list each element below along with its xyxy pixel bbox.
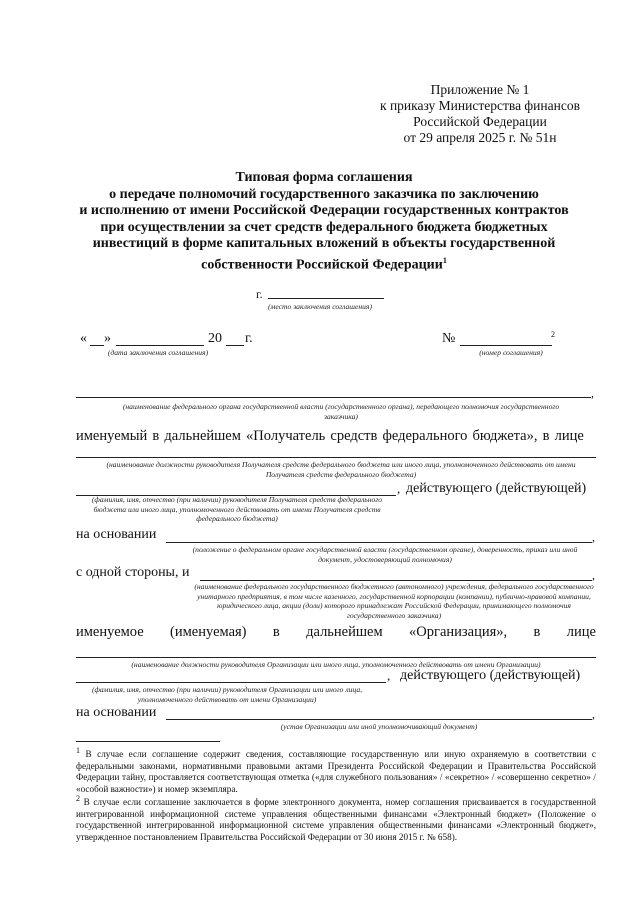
party2-named-word-3: в [272,624,280,640]
party2-named-word-2: (именуемая) [170,624,247,640]
party1-basis-comma: , [592,530,595,544]
party1-named-as: именуемый в дальнейшем «Получатель средств федерального бюджета», в лице [76,428,584,444]
date-caption: (дата заключения соглашения) [107,348,209,357]
party2-named-as [76,624,596,641]
footnote-1-text: В случае если соглашение содержит сведения, составляющие государственную или иную охраняемую в соответствии с федеральными законами, нормативными правовыми актами Президента Российской Федерации и Правительства Российской Федерации тайну, проставляется соответствующая отметка («для служебного пользования» / «секретно» / «совершенно секретно» / «особой важности») и номер экземпляра. [76,749,597,794]
party2-named-word-4: дальнейшем [306,624,383,640]
party2-org-field[interactable] [200,580,592,581]
party2-fio-field[interactable] [76,682,386,683]
party2-basis-label: на основании [76,705,157,720]
party2-position-field[interactable] [76,657,596,658]
party2-named-word-1: именуемое [76,624,144,640]
party1-basis-caption: (положение о федеральном органе государственной власти (государственном органе), доверенность, приказ или иной документ, удостоверяющий полномочия) [192,545,578,564]
party2-named-word-6: в [533,624,541,640]
party2-basis-field[interactable] [166,719,592,720]
footnote-1-mark: 1 [76,746,80,755]
party2-org-comma: , [592,568,595,582]
form-title [40,170,608,274]
party2-fio-caption: (фамилия, имя, отчество (при наличии) руководителя Организации или иного лица, уполномоченного действовать от имени Организации) [91,685,363,704]
title-line-6-text: собственности Российской Федерации [201,257,443,273]
title-line-6 [40,253,608,274]
date-day-field[interactable] [90,345,104,346]
party2-fio-comma: , [387,668,391,683]
party1-position-field[interactable] [76,457,596,458]
appendix-line-2: к приказу Министерства финансов [380,98,580,113]
party1-basis-field[interactable] [166,542,592,543]
party2-org-caption: (наименование федерального государственного бюджетного (автономного) учреждения, федерального государственного унитарного предприятия, в том числе казенного, государственной корпорации (компании), публично-правовой компании, юридического лица, акции (доли) которого принадлежат Российской Федерации, принимающего полномочия государственного заказчика) [194,582,594,620]
party2-basis-comma: , [592,707,595,721]
footnote-separator [76,741,220,742]
party1-name-caption: (наименование федерального органа государственной власти (государственного органа), передающего полномочия государственного заказчика) [122,402,560,421]
party2-basis-caption: (устав Организации или иной уполномочивающий документ) [280,722,478,731]
place-caption: (место заключения соглашения) [268,302,372,311]
footnote-2-mark: 2 [76,794,80,803]
footnote-1 [76,745,596,795]
date-year-suffix: г. [245,331,253,346]
date-year-field[interactable] [226,345,244,346]
title-line-3: и исполнению от имени Российской Федерации государственных контрактов [79,203,569,218]
party2-position-caption: (наименование должности руководителя Организации или иного лица, уполномоченного действовать от имени Организации) [131,660,541,669]
title-line-4: при осуществлении за счет средств федерального бюджета бюджетных [100,219,548,235]
party2-one-side: с одной стороны, и [76,565,190,580]
date-close-quote: » [104,331,111,346]
number-label: № [442,331,456,346]
date-year-prefix: 20 [208,331,222,346]
party1-name-comma: , [591,386,594,400]
party1-position-caption: (наименование должности руководителя Получателя средств федерального бюджета или иного лица, уполномоченного действовать от имени Получателя средств федерального бюджета) [106,460,576,479]
title-line-1: Типовая форма соглашения [235,170,413,185]
party1-fio-caption: (фамилия, имя, отчество (при наличии) руководителя Получателя средств федерального бюджета или иного лица, уполномоченного действовать от имени Получателя средств федерального бюджета) [91,495,383,523]
party1-name-field[interactable] [76,397,591,398]
appendix-line-1: Приложение № 1 [430,82,530,97]
number-caption: (номер соглашения) [479,348,543,357]
party2-acting: действующего (действующей) [400,668,581,683]
title-line-5: инвестиций в форме капитальных вложений в объекты государственной [92,236,556,251]
place-prefix: г. [256,287,263,301]
party1-basis-label: на основании [76,527,157,542]
number-field[interactable] [460,345,552,346]
appendix-header [366,82,594,146]
party2-named-word-5: «Организация», [409,624,508,640]
title-line-2: о передаче полномочий государственного заказчика по заключению [109,186,539,202]
party1-fio-comma: , [397,481,401,496]
date-open-quote: « [80,331,87,346]
number-footnote-mark: 2 [551,330,555,339]
appendix-line-4: от 29 апреля 2025 г. № 51н [403,130,557,145]
party2-named-word-7: лице [566,624,596,640]
party1-acting: действующего (действующей) [406,481,587,496]
appendix-line-3: Российской Федерации [413,114,547,129]
footnote-2-text: В случае если соглашение заключается в форме электронного документа, номер соглашения присваивается в государственной интегрированной информационной системе управления общественными финансами «Электронный бюджет» (Положение о государственной интегрированной информационной системе управления общественными финансами «Электронный бюджет», утвержденное постановлением Правительства Российской Федерации от 30 июня 2015 г. № 658). [76,797,597,842]
footnote-2 [76,793,596,843]
place-field[interactable] [268,298,384,299]
date-month-field[interactable] [116,345,204,346]
title-footnote-mark: 1 [442,255,447,265]
